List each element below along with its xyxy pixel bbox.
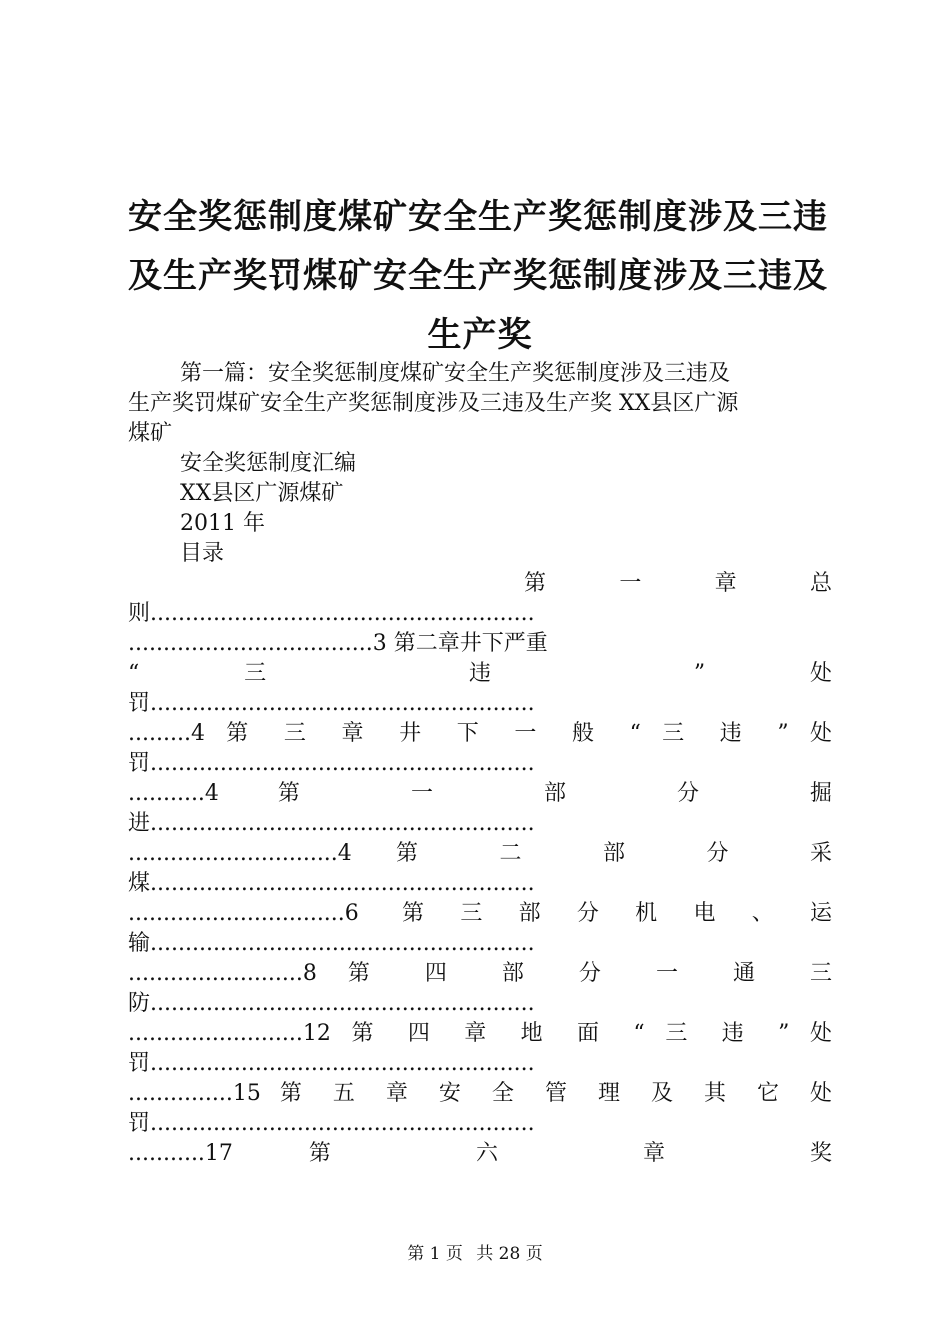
body-line: 安全奖惩制度汇编: [180, 451, 357, 476]
body-line: 2011 年: [180, 511, 265, 536]
toc-line: 煤.......................................................: [128, 871, 535, 896]
table-of-contents: [128, 569, 832, 1169]
document-body: [128, 359, 832, 1169]
toc-line: 罚.......................................................: [128, 1051, 535, 1076]
toc-line: 罚.......................................................: [128, 751, 535, 776]
toc-line: ...........4 第 一 部 分 掘: [128, 781, 832, 806]
body-line: 第一篇：安全奖惩制度煤矿安全生产奖惩制度涉及三违及: [180, 361, 731, 386]
toc-line: 则.......................................................: [128, 601, 535, 626]
toc-line: 输.......................................................: [128, 931, 535, 956]
toc-line: ...........17 第 六 章 奖: [128, 1141, 832, 1166]
page-total: 共 28 页: [476, 1244, 543, 1264]
toc-line: .........................12 第 四 章 地 面 “ 三 违 ” 处: [128, 1021, 832, 1046]
toc-line: 第 一 章 总: [524, 571, 832, 596]
toc-line: “ 三 违 ” 处: [128, 661, 832, 686]
toc-line: 罚.......................................................: [128, 691, 535, 716]
toc-line: .........................8 第 四 部 分 一 通 三: [128, 961, 832, 986]
toc-heading: 目录: [180, 541, 225, 566]
body-line: 生产奖罚煤矿安全生产奖惩制度涉及三违及生产奖 XX县区广源: [128, 391, 739, 416]
toc-line: 罚.......................................................: [128, 1111, 535, 1136]
document-title: [128, 188, 832, 365]
toc-line: ..............................4 第 二 部 分 采: [128, 841, 832, 866]
toc-line: .........4 第 三 章 井 下 一 般 “ 三 违 ” 处: [128, 721, 832, 746]
page-number: 第 1 页: [407, 1244, 463, 1264]
toc-line: 进.......................................................: [128, 811, 535, 836]
title-line-1: 安全奖惩制度煤矿安全生产奖惩制度涉及三违: [128, 197, 828, 237]
toc-line: ...............15 第 五 章 安 全 管 理 及 其 它 处: [128, 1081, 832, 1106]
body-line: 煤矿: [128, 421, 173, 446]
toc-line: 防.......................................................: [128, 991, 535, 1016]
body-line: XX县区广源煤矿: [180, 481, 344, 506]
toc-line: ...............................6 第三部分机电、运: [128, 901, 832, 926]
toc-line: ...................................3 第二章井下严重: [128, 631, 548, 656]
title-line-2: 及生产奖罚煤矿安全生产奖惩制度涉及三违及: [128, 256, 828, 296]
page-footer: [0, 1242, 950, 1266]
title-line-3: 生产奖: [427, 315, 533, 355]
